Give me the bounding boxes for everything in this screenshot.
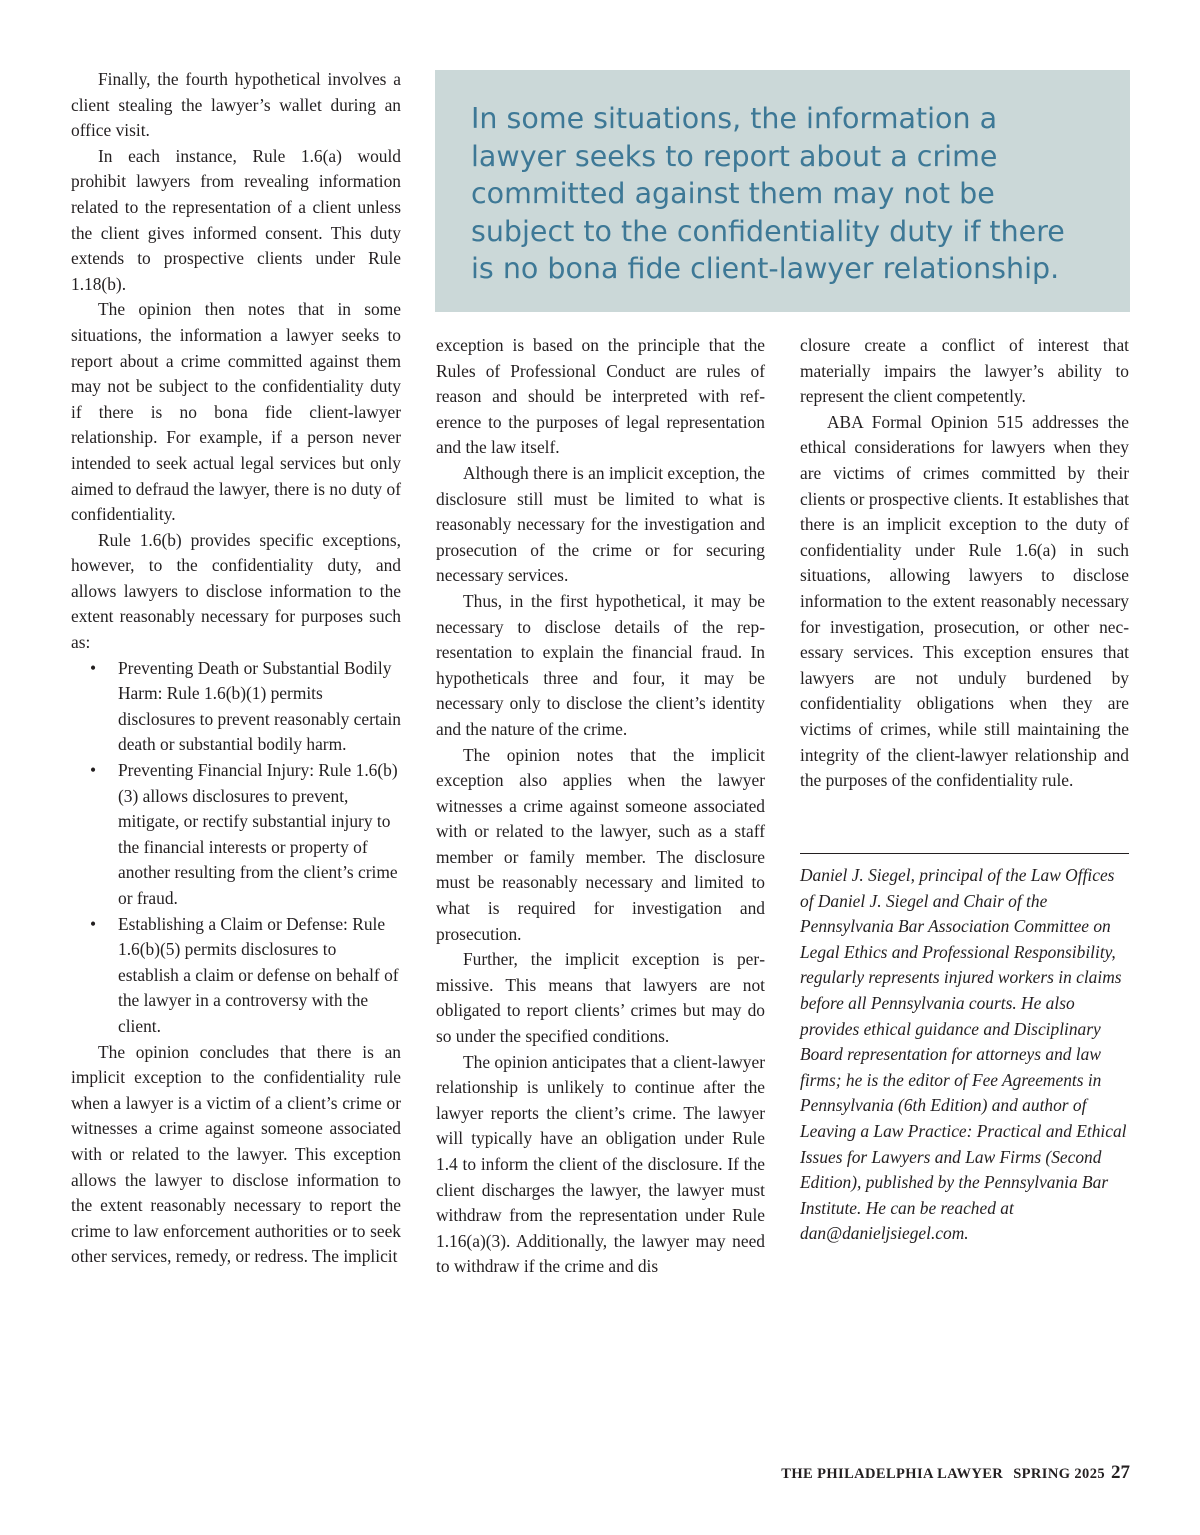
paragraph: exception is based on the principle that the Rules of Professional Conduct are rules of reason and should be interpreted with reference to the purposes of legal representation and the law itself.: [436, 335, 765, 458]
author-bio: Daniel J. Siegel, principal of the Law Offices of Daniel J. Siegel and Chair of the Pennsylvania Bar Association Committee on Legal Ethics and Professional Responsibility, regularly represents injured workers in claims before all Pennsylvania courts. He also provides ethical guidance and Disciplinary Board representation for attorneys and law firms; he is the editor of Fee Agreements in Pennsylvania (6th Edition) and author of Leaving a Law Practice: Practical and Ethical Issues for Lawyers and Law Firms (Second Edition), published by the Pennsylvania Bar Institute. He can be reached at dan@danieljsiegel.com.: [800, 865, 1127, 1244]
bio-divider: [800, 853, 1129, 854]
article-column-3: [800, 333, 1129, 794]
paragraph: The opinion notes that the implicit exception also applies when the lawyer witnesses a crime against someone associated with or related to the lawyer, such as a staff member or family member. The disclosure must be reasonably necessary and limited to what is required for investigation and prosecution.: [436, 744, 765, 944]
paragraph: ABA Formal Opinion 515 addresses the ethical considerations for lawyers when they are victims of crimes committed by their clients or prospective clients. It establishes that there is an implicit exception to the duty of confidentiality under Rule 1.6(a) in such situations, allowing lawyers to disclose information to the extent reasonably necessary for investigation, prosecution, or other necessary services. This exception ensures that lawyers are not unduly burdened by confidentiality obligations when they are victims of crimes, while still maintaining the integrity of the client-lawyer relationship and the purposes of the confidentiality rule.: [800, 411, 1129, 791]
page-number: 27: [1111, 1462, 1130, 1483]
paragraph: closure create a conflict of interest that materially impairs the lawyer’s ability to represent the client competently.: [800, 335, 1129, 407]
paragraph: The opinion then notes that in some situations, the information a lawyer seeks to report about a crime committed against them may not be subject to the confidentiality duty if there is no bona fide client-lawyer relationship. For example, if a person never intended to seek actual legal services but only aimed to defraud the lawyer, there is no duty of confidentiality.: [71, 299, 401, 525]
pull-quote-box: [435, 70, 1130, 312]
issue-date: SPRING 2025: [1013, 1466, 1105, 1482]
paragraph: Thus, in the first hypothetical, it may be necessary to disclose details of the representation to explain the financial fraud. In hypotheticals three and four, it may be necessary only to disclose the client’s identity and the nature of the crime.: [436, 590, 765, 739]
list-item: • Preventing Financial Injury: Rule 1.6(b)(3) allows disclosures to prevent, mitigate, or rectify substantial injury to the financial interests or property of another resulting from the client’s crime or fraud.: [90, 760, 398, 908]
paragraph: Although there is an implicit exception, the disclosure still must be limited to what is reasonably necessary for the investigation and prosecution of the crime or for securing necessary services.: [436, 462, 765, 586]
paragraph: Further, the implicit exception is permissive. This means that lawyers are not obligated to report clients’ crimes but may do so under the specified conditions.: [436, 949, 765, 1047]
bullet-icon: •: [90, 913, 97, 934]
article-column-1: [71, 67, 401, 1270]
publication-name: THE PHILADELPHIA LAWYER: [781, 1466, 1004, 1482]
list-item: • Preventing Death or Substantial Bodily Harm: Rule 1.6(b)(1) permits disclosures to prevent reasonably certain death or substantial bodily harm.: [90, 657, 401, 755]
page-footer: [781, 1462, 1130, 1484]
paragraph: The opinion concludes that there is an implicit exception to the confidentiality rule when a lawyer is a victim of a client’s crime or witnesses a crime against someone associated with or related to the lawyer. This exception allows the lawyer to disclose information to the extent reasonably necessary to report the crime to law enforcement authorities or to seek other services, remedy, or redress. The implicit: [71, 1041, 401, 1267]
paragraph: The opinion anticipates that a client-lawyer relationship is unlikely to continue after the lawyer reports the client’s crime. The lawyer will typically have an obligation under Rule 1.4 to inform the client of the disclosure. If the client discharges the lawyer, the lawyer must withdraw from the representation under Rule 1.16(a)(3). Additionally, the lawyer may need to withdraw if the crime and dis: [436, 1051, 765, 1277]
bullet-icon: •: [90, 657, 97, 678]
article-column-2: [436, 333, 765, 1280]
paragraph: Rule 1.6(b) provides specific exceptions, however, to the confidentiality duty, and allows lawyers to disclose information to the extent reasonably necessary for purposes such as:: [71, 529, 401, 653]
paragraph: In each instance, Rule 1.6(a) would prohibit lawyers from revealing information related to the representation of a client unless the client gives informed consent. This duty extends to prospective clients under Rule 1.18(b).: [71, 145, 401, 294]
bullet-icon: •: [90, 760, 97, 781]
exceptions-list: [71, 656, 401, 1040]
paragraph: Finally, the fourth hypothetical involves a client stealing the lawyer’s wallet during an office visit.: [71, 69, 401, 141]
pull-quote-text: In some situations, the information a lawyer seeks to report about a crime committed against them may not be subject to the confidentiality duty if there is no bona fide client-lawyer relationship.: [471, 102, 1065, 285]
list-item: • Establishing a Claim or Defense: Rule 1.6(b)(5) permits disclosures to establish a claim or defense on behalf of the lawyer in a controversy with the client.: [90, 913, 399, 1036]
